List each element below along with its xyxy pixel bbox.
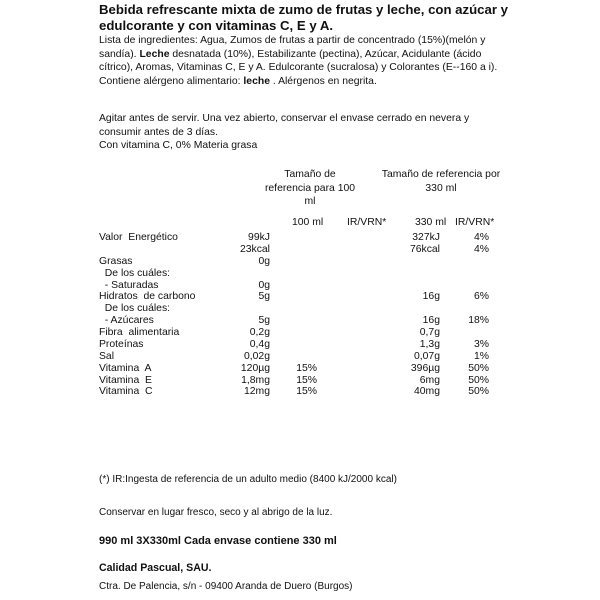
company-address: Ctra. De Palencia, s/n - 09400 Aranda de Duero (Burgos)	[99, 581, 353, 592]
col-100ml: 100 ml	[292, 217, 324, 228]
allergen-leche: Leche	[139, 48, 170, 60]
product-title: Bebida refrescante mixta de zumo de frutas y leche, con azúcar y edulcorante y con vitaminas C, E y A.	[99, 2, 508, 33]
nutrition-cell-v330: 16g	[422, 315, 440, 327]
nutrition-cell-ir2: 1%	[473, 350, 489, 362]
nutrition-cell-v100: 5g	[258, 291, 270, 303]
nutrition-cell-label: Grasas	[99, 255, 133, 267]
col-330ml: 330 ml	[415, 217, 447, 228]
col-ir-1: IR/VRN*	[347, 217, 387, 228]
nutrition-cell-v100: 0,4g	[249, 338, 270, 350]
header-reference-100: Tamaño de referencia para 100 ml	[264, 169, 356, 208]
nutrition-cell-ir2: 4%	[473, 232, 489, 243]
nutrition-cell-label: Hidratos de carbono	[99, 291, 196, 303]
nutrition-cell-v330: 76kcal	[409, 243, 440, 255]
nutrition-cell-v330: 6mg	[419, 374, 440, 386]
vitamin-claim: Con vitamina C, 0% Materia grasa	[99, 140, 258, 151]
nutrition-row	[0, 385, 600, 398]
nutrition-cell-label: Valor Energético	[99, 232, 178, 243]
nutrition-cell-v100: 120µg	[240, 362, 270, 374]
nutrition-cell-v100: 23kcal	[239, 243, 270, 255]
nutrition-cell-label: Vitamina A	[99, 362, 152, 374]
nutrition-cell-v100: 1,8mg	[241, 374, 270, 386]
nutrition-cell-label: Vitamina E	[99, 374, 152, 386]
content-line: 990 ml 3X330ml Cada envase contiene 330 ml	[99, 535, 337, 547]
nutrition-cell-v100: 0g	[258, 255, 270, 267]
nutrition-cell-label: De los cuáles:	[99, 303, 171, 315]
nutrition-cell-v100: 5g	[258, 315, 270, 327]
nutrition-cell-label: De los cuáles:	[99, 267, 171, 279]
nutrition-cell-label: - Azúcares	[99, 315, 154, 327]
ingredients-part-1: Lista de ingredientes: Agua, Zumos de frutas a partir de concentrado (15%)(melón y sandía).	[99, 35, 486, 60]
nutrition-cell-v330: 40mg	[414, 386, 440, 398]
col-ir-2: IR/VRN*	[455, 217, 495, 228]
instructions-text: Agitar antes de servir. Una vez abierto, conservar el envase cerrado en nevera y consumir antes de 3 días.	[99, 113, 470, 138]
nutrition-cell-v100: 12mg	[244, 386, 270, 398]
ingredients-part-3: . Alérgenos en negrita.	[269, 75, 377, 87]
nutrition-cell-ir2: 18%	[468, 315, 489, 327]
nutrition-cell-v330: 0,07g	[413, 350, 440, 362]
nutrition-cell-ir2: 50%	[468, 386, 489, 398]
nutrition-cell-v330: 396µg	[410, 362, 440, 374]
nutrition-cell-label: Fibra alimentaria	[99, 327, 180, 339]
ingredients-part-2: desnatada (10%), Estabilizante (pectina), Azúcar, Acidulante (ácido cítrico), Aromas, Vitaminas C, E y A. Edulcorante (sucralosa) y Colorantes (E--160 a i). Contiene alérgeno alimentario:	[99, 48, 498, 87]
nutrition-cell-ir2: 3%	[473, 338, 489, 350]
nutrition-cell-label: Proteínas	[99, 338, 144, 350]
storage-text: Conservar en lugar fresco, seco y al abrigo de la luz.	[99, 507, 333, 518]
nutrition-cell-ir1: 15%	[296, 386, 317, 398]
nutrition-cell-ir2: 50%	[468, 362, 489, 374]
footnote: (*) IR:Ingesta de referencia de un adulto medio (8400 kJ/2000 kcal)	[99, 474, 397, 485]
nutrition-cell-v100: 0g	[258, 279, 270, 291]
company-name: Calidad Pascual, SAU.	[99, 562, 212, 574]
nutrition-cell-v330: 0,7g	[419, 327, 440, 339]
nutrition-cell-v100: 0,2g	[249, 327, 270, 339]
nutrition-cell-ir2: 50%	[468, 374, 489, 386]
nutrition-cell-v100: 0,02g	[243, 350, 270, 362]
nutrition-cell-ir2: 6%	[473, 291, 489, 303]
nutrition-cell-v330: 1,3g	[419, 338, 440, 350]
nutrition-cell-label: Sal	[99, 350, 115, 362]
nutrition-cell-label: - Saturadas	[99, 279, 159, 291]
header-reference-330: Tamaño de referencia por 330 ml	[381, 169, 501, 194]
nutrition-cell-v330: 327kJ	[412, 232, 440, 243]
nutrition-cell-label: Vitamina C	[99, 386, 153, 398]
nutrition-cell-ir1: 15%	[296, 374, 317, 386]
nutrition-cell-v100: 99kJ	[248, 232, 270, 243]
nutrition-cell-v330: 16g	[422, 291, 440, 303]
ingredients-text	[99, 34, 509, 88]
allergen-leche-2: leche	[243, 75, 270, 87]
nutrition-cell-ir2: 4%	[473, 243, 489, 255]
nutrition-cell-ir1: 15%	[296, 362, 317, 374]
